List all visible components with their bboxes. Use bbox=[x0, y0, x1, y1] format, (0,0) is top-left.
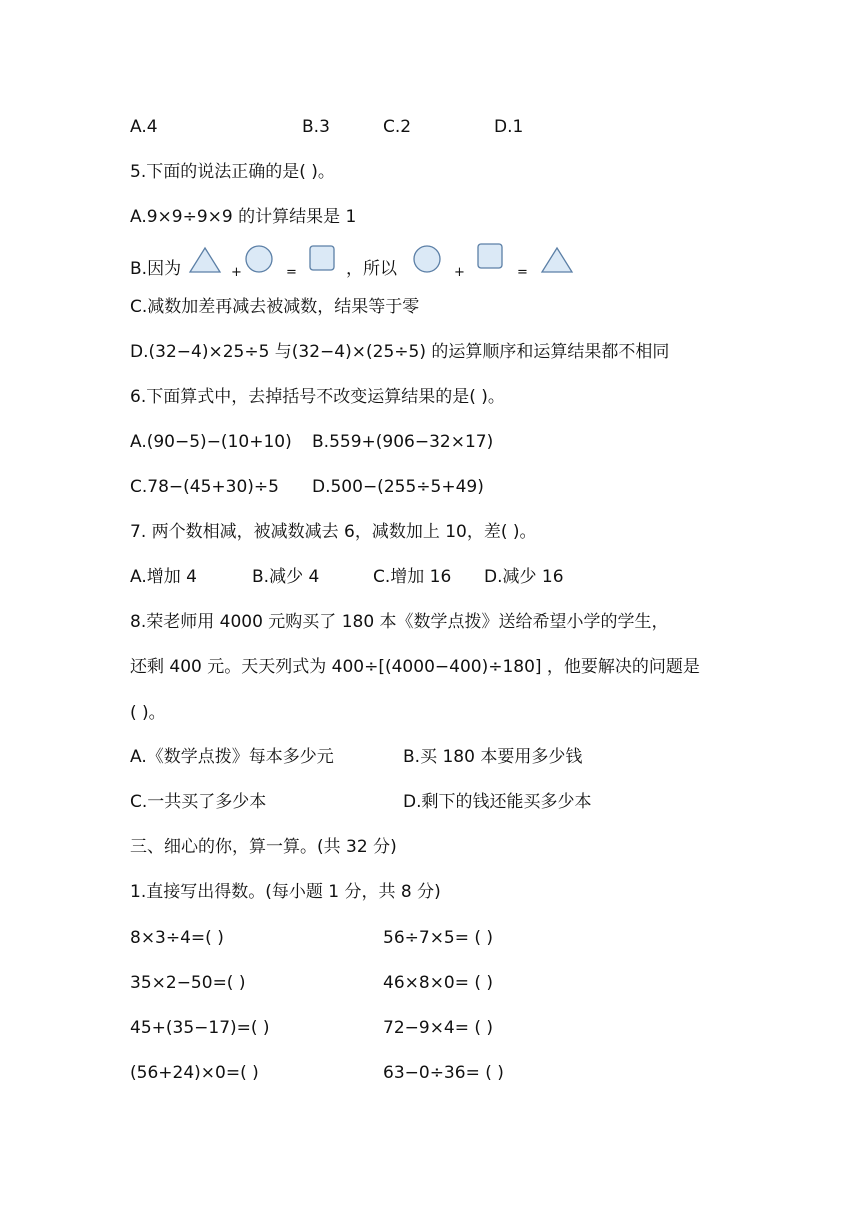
q4-option-c: C.2 bbox=[383, 117, 412, 137]
plus-sign: + bbox=[454, 265, 465, 280]
q5-option-c: C.减数加差再减去被减数，结果等于零 bbox=[130, 297, 420, 317]
q5-option-d: D.(32−4)×25÷5 与(32−4)×(25÷5) 的运算顺序和运算结果都不相同 bbox=[130, 342, 670, 362]
q7-option-b: B.减少 4 bbox=[252, 567, 320, 587]
q7-stem: 7. 两个数相减，被减数减去 6，减数加上 10，差( )。 bbox=[130, 522, 537, 542]
q7-option-a: A.增加 4 bbox=[130, 567, 197, 587]
calc-item: 56÷7×5= ( ) bbox=[383, 928, 494, 948]
circle-icon bbox=[412, 244, 442, 274]
part-1-heading: 1.直接写出得数。(每小题 1 分，共 8 分) bbox=[130, 882, 441, 902]
calc-item: 8×3÷4=( ) bbox=[130, 928, 224, 948]
square-icon bbox=[308, 244, 336, 272]
q6-option-c: C.78−(45+30)÷5 bbox=[130, 477, 279, 497]
q5-option-b-prefix: B.因为 bbox=[130, 259, 182, 279]
calc-item: (56+24)×0=( ) bbox=[130, 1063, 259, 1083]
calc-item: 46×8×0= ( ) bbox=[383, 973, 494, 993]
section-3-heading: 三、细心的你，算一算。(共 32 分) bbox=[130, 837, 397, 857]
q6-stem: 6.下面算式中，去掉括号不改变运算结果的是( )。 bbox=[130, 387, 505, 407]
q4-option-a: A.4 bbox=[130, 117, 158, 137]
q5-option-b-mid: ，所以 bbox=[346, 259, 397, 279]
calc-item: 35×2−50=( ) bbox=[130, 973, 246, 993]
q4-option-d: D.1 bbox=[494, 117, 524, 137]
q8-stem-line3: ( )。 bbox=[130, 703, 166, 723]
q5-option-a: A.9×9÷9×9 的计算结果是 1 bbox=[130, 207, 357, 227]
calc-item: 63−0÷36= ( ) bbox=[383, 1063, 504, 1083]
q8-option-c: C.一共买了多少本 bbox=[130, 792, 267, 812]
circle-icon bbox=[244, 244, 274, 274]
equals-sign: = bbox=[286, 265, 297, 280]
q6-option-d: D.500−(255÷5+49) bbox=[312, 477, 484, 497]
q6-option-b: B.559+(906−32×17) bbox=[312, 432, 494, 452]
q8-option-a: A.《数学点拨》每本多少元 bbox=[130, 747, 334, 767]
q5-stem: 5.下面的说法正确的是( )。 bbox=[130, 162, 335, 182]
q7-option-d: D.减少 16 bbox=[484, 567, 564, 587]
q8-stem-line2: 还剩 400 元。天天列式为 400÷[(4000−400)÷180] ，他要解决的问题是 bbox=[130, 657, 700, 677]
q8-option-b: B.买 180 本要用多少钱 bbox=[403, 747, 583, 767]
square-icon bbox=[476, 242, 504, 270]
q7-option-c: C.增加 16 bbox=[373, 567, 452, 587]
equals-sign: = bbox=[517, 265, 528, 280]
calc-item: 45+(35−17)=( ) bbox=[130, 1018, 270, 1038]
q8-option-d: D.剩下的钱还能买多少本 bbox=[403, 792, 592, 812]
q6-option-a: A.(90−5)−(10+10) bbox=[130, 432, 292, 452]
q4-option-b: B.3 bbox=[302, 117, 330, 137]
q8-stem-line1: 8.荣老师用 4000 元购买了 180 本《数学点拨》送给希望小学的学生， bbox=[130, 612, 669, 632]
plus-sign: + bbox=[231, 265, 242, 280]
triangle-icon bbox=[188, 246, 222, 274]
calc-item: 72−9×4= ( ) bbox=[383, 1018, 494, 1038]
triangle-icon bbox=[540, 246, 574, 274]
